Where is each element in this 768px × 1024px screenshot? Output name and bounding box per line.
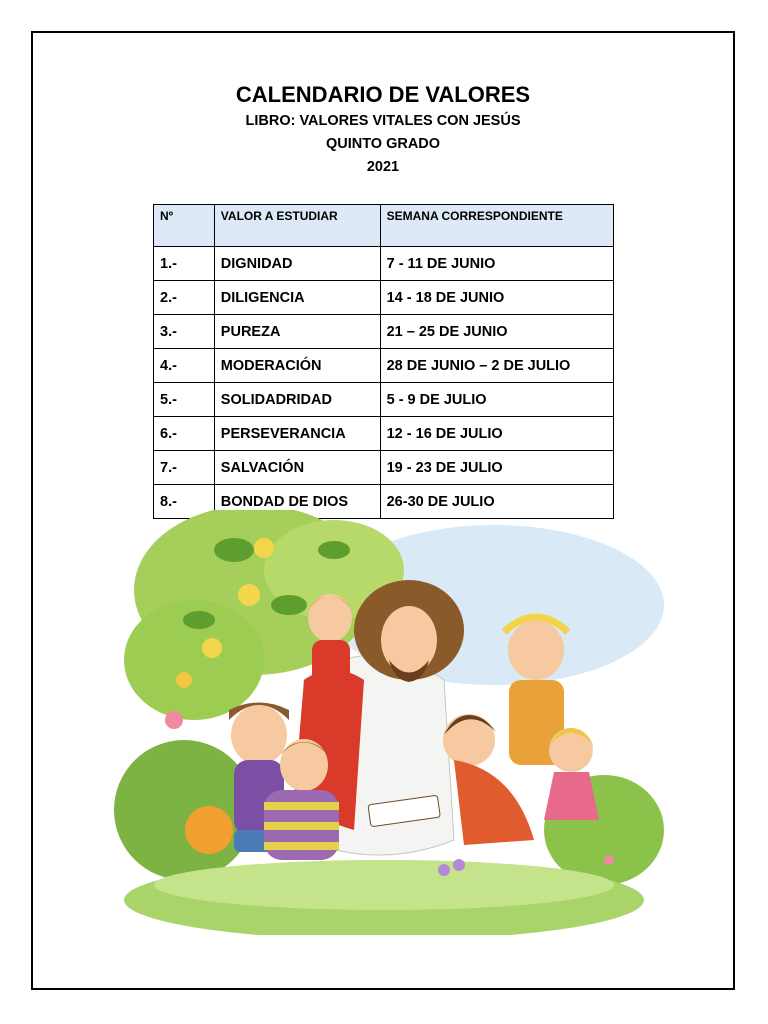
row-week: 7 - 11 DE JUNIO [380, 247, 613, 281]
table-row [154, 247, 614, 281]
row-value: PERSEVERANCIA [214, 417, 380, 451]
row-number: 7.- [154, 451, 215, 485]
row-week: 19 - 23 DE JULIO [380, 451, 613, 485]
header-value: VALOR A ESTUDIAR [214, 205, 380, 247]
header-week: SEMANA CORRESPONDIENTE [380, 205, 613, 247]
page-title: CALENDARIO DE VALORES [235, 82, 531, 107]
document-header [31, 82, 735, 177]
row-number: 5.- [154, 383, 215, 417]
table-row [154, 315, 614, 349]
table-row [154, 281, 614, 315]
table-row [154, 417, 614, 451]
row-week: 12 - 16 DE JULIO [380, 417, 613, 451]
book-subtitle: LIBRO: VALORES VITALES CON JESÚS [245, 113, 521, 129]
row-value: PUREZA [214, 315, 380, 349]
row-number: 4.- [154, 349, 215, 383]
row-value: BONDAD DE DIOS [214, 485, 380, 519]
row-number: 2.- [154, 281, 215, 315]
row-value: DILIGENCIA [214, 281, 380, 315]
row-number: 3.- [154, 315, 215, 349]
ball [185, 806, 233, 854]
table-row [154, 451, 614, 485]
table-header-row [154, 205, 614, 247]
row-number: 1.- [154, 247, 215, 281]
table-row [154, 383, 614, 417]
row-value: SOLIDADRIDAD [214, 383, 380, 417]
row-number: 8.- [154, 485, 215, 519]
row-week: 26-30 DE JULIO [380, 485, 613, 519]
jesus-children-illustration [104, 510, 664, 935]
row-week: 14 - 18 DE JUNIO [380, 281, 613, 315]
row-value: DIGNIDAD [214, 247, 380, 281]
header-number: Nº [154, 205, 215, 247]
table-row [154, 349, 614, 383]
row-week: 21 – 25 DE JUNIO [380, 315, 613, 349]
grade-subtitle: QUINTO GRADO [325, 136, 441, 152]
row-number: 6.- [154, 417, 215, 451]
row-week: 5 - 9 DE JULIO [380, 383, 613, 417]
year-subtitle: 2021 [366, 159, 400, 175]
row-value: MODERACIÓN [214, 349, 380, 383]
toddler-girl [544, 728, 599, 820]
row-week: 28 DE JUNIO – 2 DE JULIO [380, 349, 613, 383]
row-value: SALVACIÓN [214, 451, 380, 485]
values-table [153, 204, 614, 519]
